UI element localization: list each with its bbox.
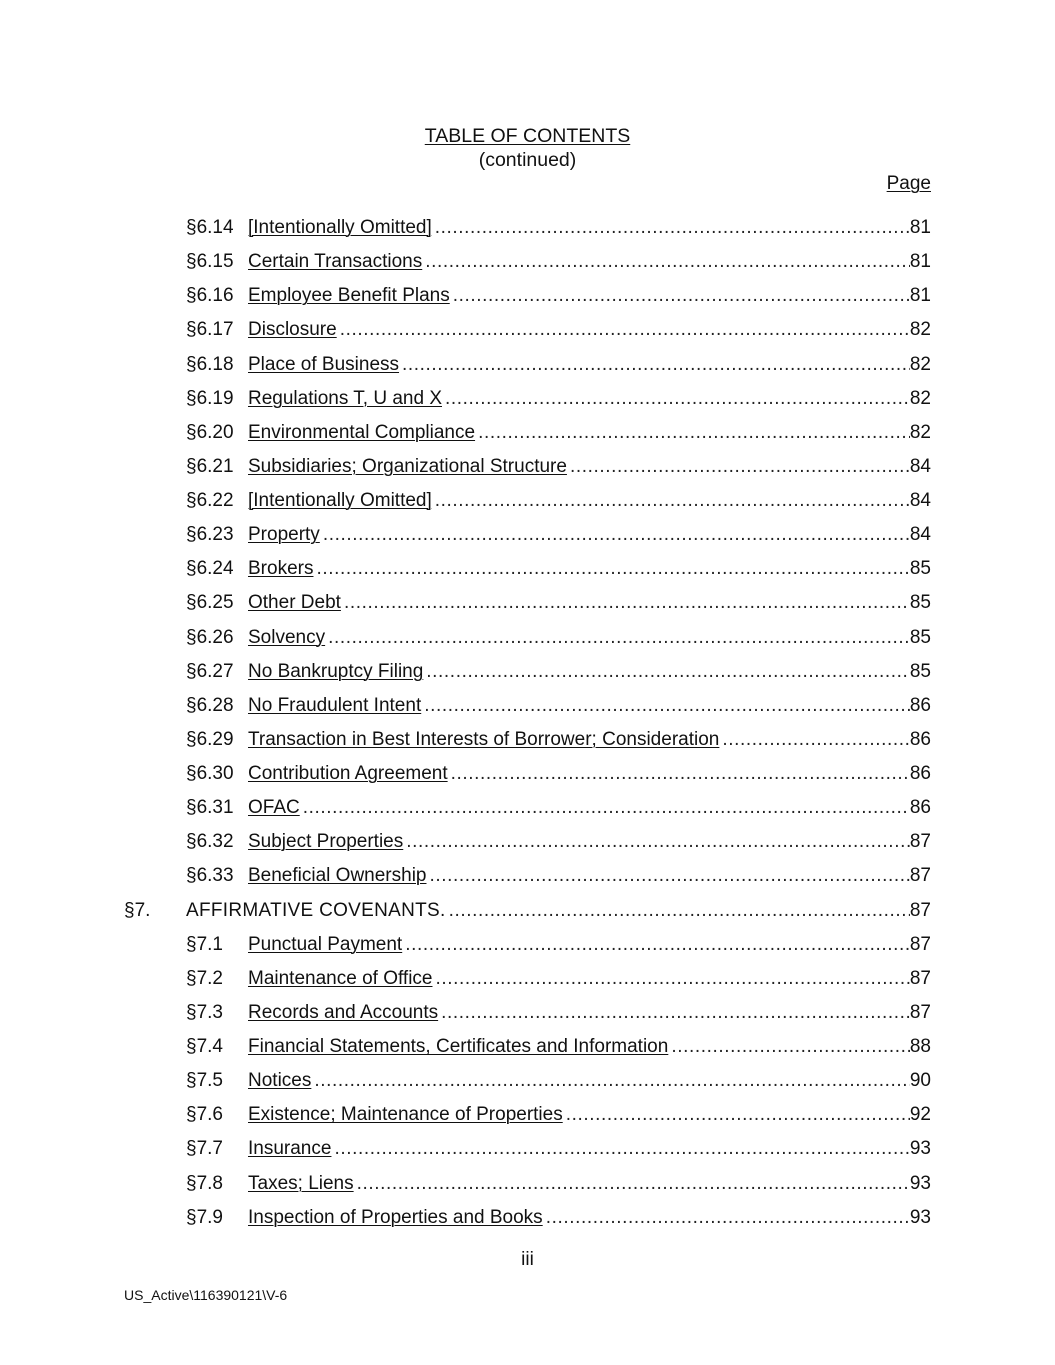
section-number: §6.32 [186,831,234,853]
page-number: 86 [909,728,931,750]
page-column-label: Page [886,173,931,194]
section-title-link[interactable]: Punctual Payment [248,933,403,955]
toc-entry-line [248,660,931,684]
toc-section-entry[interactable] [0,1069,1055,1103]
section-title-link[interactable]: Existence; Maintenance of Properties [248,1104,563,1126]
section-number: §6.33 [186,865,234,887]
dot-leader [334,1137,909,1161]
toc-entry-line [248,728,931,752]
page-number: 85 [909,626,931,648]
section-number: §7.5 [186,1070,223,1092]
section-title-link[interactable]: Financial Statements, Certificates and Information [248,1036,669,1057]
dot-leader [402,353,910,377]
page-number: 87 [909,831,931,853]
toc-section-entry[interactable] [0,830,1055,864]
section-title-link[interactable]: [Intentionally Omitted] [248,490,432,511]
toc-entry-line [248,864,931,888]
page-number: 87 [909,899,931,921]
toc-entry-line [248,830,931,854]
toc-title-text: TABLE OF CONTENTS [424,125,631,147]
dot-leader [328,626,910,650]
section-title-link[interactable]: Notices [248,1070,312,1092]
page-folio: iii [521,1249,534,1270]
page-number: 81 [909,285,931,307]
toc-entry-line [248,1001,931,1025]
section-number: §6.19 [186,387,234,409]
section-number: §6.31 [186,797,234,819]
dot-leader [478,421,910,445]
section-title-link[interactable]: No Bankruptcy Filing [248,660,424,682]
dot-leader [426,660,910,684]
toc-list [0,216,1055,1240]
section-number: §6.28 [186,694,234,716]
dot-leader [566,1103,910,1127]
page-number: 84 [909,524,931,546]
dot-leader [405,933,910,957]
toc-section-entry[interactable] [0,967,1055,1001]
toc-section-entry[interactable] [0,864,1055,898]
page-number: 82 [909,387,931,409]
dot-leader [445,387,910,411]
section-number: §6.18 [186,353,234,375]
section-number: §6.17 [186,319,234,341]
toc-entry-line [248,967,931,991]
dot-leader [449,899,910,923]
dot-leader [722,728,910,752]
page-number: 86 [909,763,931,784]
toc-entry-line [248,1069,931,1093]
section-number: §6.21 [186,455,234,477]
toc-section-entry[interactable] [0,557,1055,591]
toc-entry-line [248,353,931,377]
toc-section-entry[interactable] [0,250,1055,284]
toc-entry-line [248,489,931,513]
section-title-link[interactable]: Place of Business [248,353,400,375]
page-number: 84 [909,455,931,477]
section-title-link[interactable]: Property [248,524,320,546]
toc-entry-line [248,216,931,240]
page-number: 82 [909,319,931,341]
section-number: §7.3 [186,1001,223,1023]
page-number: 85 [909,660,931,682]
toc-entry-line [248,421,931,445]
toc-entry-line [248,626,931,650]
section-title-link[interactable]: Environmental Compliance [248,421,476,443]
dot-leader [316,557,909,581]
section-number: §7.9 [186,1206,223,1228]
page-number: 87 [909,933,931,955]
dot-leader [441,1001,910,1025]
page-number: 86 [909,694,931,716]
toc-section-entry[interactable] [0,318,1055,352]
page-number: 85 [909,592,931,614]
section-title-link[interactable]: Taxes; Liens [248,1172,354,1194]
section-number: §6.20 [186,421,234,443]
dot-leader [424,694,910,718]
page-number: 82 [909,353,931,375]
dot-leader [314,1069,910,1093]
section-title-link[interactable]: [Intentionally Omitted] [248,217,432,238]
section-number: §6.22 [186,490,234,511]
toc-section-entry[interactable] [0,626,1055,660]
toc-section-entry[interactable] [0,762,1055,796]
section-number: §6.24 [186,558,234,580]
toc-entry-line [248,557,931,581]
toc-section-entry[interactable] [0,489,1055,523]
toc-section-entry[interactable] [0,660,1055,694]
toc-section-entry[interactable] [0,694,1055,728]
section-title-link[interactable]: Beneficial Ownership [248,865,427,887]
section-number: §7.8 [186,1172,223,1194]
page-number: 93 [909,1138,931,1160]
toc-entry-line [248,1137,931,1161]
toc-entry-line [248,250,931,274]
page-number: 87 [909,865,931,887]
section-number: §7.7 [186,1138,223,1160]
dot-leader [671,1035,910,1059]
dot-leader [323,523,910,547]
section-title-link[interactable]: Regulations T, U and X [248,387,442,409]
section-number: §6.14 [186,217,234,238]
section-title-link[interactable]: Subsidiaries; Organizational Structure [248,455,567,477]
dot-leader [435,489,910,513]
dot-leader [425,250,910,274]
document-id: US_Active\116390121\V-6 [124,1287,288,1303]
toc-section-entry[interactable] [0,353,1055,387]
section-title-link[interactable]: Records and Accounts [248,1001,439,1023]
page-number: 86 [909,797,931,819]
section-number: §6.30 [186,763,234,784]
toc-title [0,124,1055,148]
section-number: §7.1 [186,933,223,955]
page-number: 93 [909,1172,931,1194]
section-number: §6.25 [186,592,234,614]
toc-entry-line [248,1206,931,1230]
page-number: 90 [909,1070,931,1092]
dot-leader [303,796,910,820]
page-number: 81 [909,251,931,273]
section-number: §7.4 [186,1036,223,1057]
toc-section-entry[interactable] [0,1137,1055,1171]
toc-entry-line [248,796,931,820]
toc-section-entry[interactable] [0,387,1055,421]
dot-leader [451,762,910,786]
toc-section-entry[interactable] [0,216,1055,250]
toc-section-entry[interactable] [0,421,1055,455]
dot-leader [357,1172,910,1196]
dot-leader [453,284,910,308]
toc-section-entry[interactable] [0,728,1055,762]
section-title-link[interactable]: Disclosure [248,319,337,341]
section-title-link[interactable]: Transaction in Best Interests of Borrower; Consideration [248,728,720,750]
section-number: §6.15 [186,251,234,273]
toc-entry-line [248,455,931,479]
dot-leader [435,216,910,240]
section-number: §6.16 [186,285,234,307]
section-title-link[interactable]: No Fraudulent Intent [248,694,422,716]
toc-entry-line [248,318,931,342]
section-number: §6.29 [186,728,234,750]
toc-section-entry[interactable] [0,523,1055,557]
page-number: 82 [909,421,931,443]
section-title-link[interactable]: Contribution Agreement [248,763,448,784]
page-number: 87 [909,967,931,989]
toc-section-entry[interactable] [0,591,1055,625]
page-number: 84 [909,490,931,511]
toc-entry-line [248,694,931,718]
toc-entry-line [248,1035,931,1059]
toc-entry-line [248,933,931,957]
toc-section-entry[interactable] [0,455,1055,489]
dot-leader [340,318,910,342]
toc-entry-line [248,1172,931,1196]
toc-article-entry[interactable] [0,899,1055,933]
section-number: §6.26 [186,626,234,648]
section-title-link[interactable]: Subject Properties [248,831,404,853]
toc-section-entry[interactable] [0,796,1055,830]
toc-entry-line [248,523,931,547]
page-number: 87 [909,1001,931,1023]
section-title-link[interactable]: Brokers [248,558,314,580]
page-number: 92 [909,1104,931,1126]
section-title-link[interactable]: Inspection of Properties and Books [248,1206,543,1228]
toc-subtitle: (continued) [478,149,577,171]
section-number: §7.2 [186,967,223,989]
page-number: 88 [909,1036,931,1057]
dot-leader [546,1206,910,1230]
section-title-link[interactable]: Insurance [248,1138,332,1160]
section-number: §6.27 [186,660,234,682]
section-title-link[interactable]: AFFIRMATIVE COVENANTS. [186,899,446,921]
section-number: §7.6 [186,1104,223,1126]
dot-leader [344,591,910,615]
toc-section-entry[interactable] [0,1206,1055,1240]
toc-entry-line [248,284,931,308]
toc-section-entry[interactable] [0,1001,1055,1035]
section-title-link[interactable]: Maintenance of Office [248,967,433,989]
dot-leader [570,455,910,479]
section-title-link[interactable]: OFAC [248,797,300,819]
page-number: 81 [909,217,931,238]
section-title-link[interactable]: Employee Benefit Plans [248,285,450,307]
dot-leader [435,967,909,991]
section-number: §6.23 [186,524,234,546]
toc-section-entry[interactable] [0,1035,1055,1069]
dot-leader [429,864,909,888]
page-number: 85 [909,558,931,580]
toc-entry-line [248,762,931,786]
section-title-link[interactable]: Certain Transactions [248,251,423,273]
toc-section-entry[interactable] [0,1103,1055,1137]
section-number: §7. [124,899,151,921]
toc-entry-line [248,387,931,411]
section-title-link[interactable]: Solvency [248,626,326,648]
toc-section-entry[interactable] [0,1172,1055,1206]
page-number: 93 [909,1206,931,1228]
toc-entry-line [248,591,931,615]
toc-section-entry[interactable] [0,933,1055,967]
section-title-link[interactable]: Other Debt [248,592,341,614]
toc-entry-line [186,899,931,923]
toc-entry-line [248,1103,931,1127]
toc-section-entry[interactable] [0,284,1055,318]
dot-leader [406,830,910,854]
